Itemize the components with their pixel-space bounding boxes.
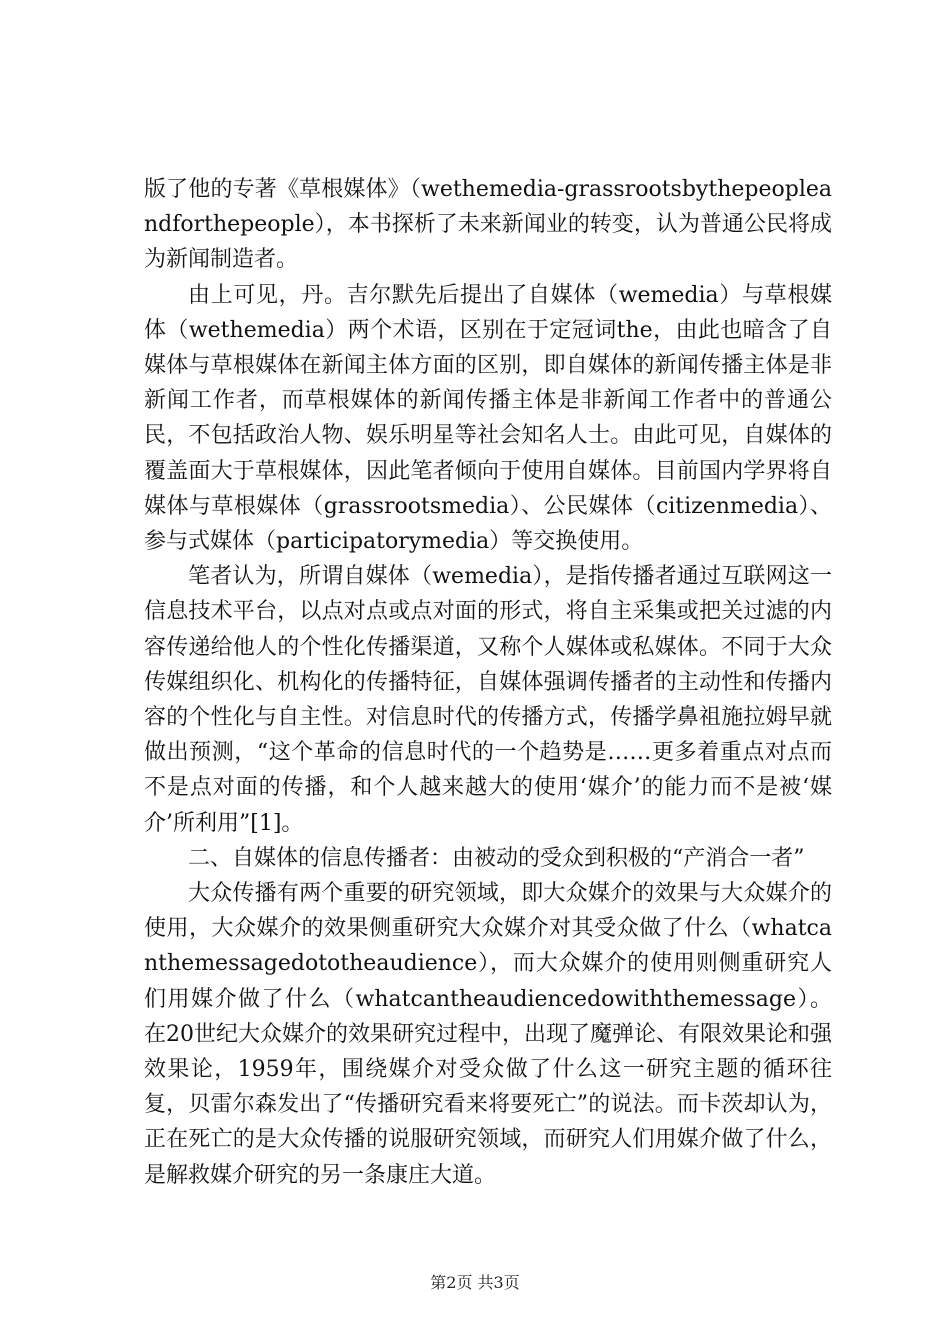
paragraph-continuation: 版了他的专著《草根媒体》（wethemedia-grassrootsbythepeopleandforthepeople），本书探析了未来新闻业的转变，认为普通公民将成为新闻制造者。 <box>144 177 832 273</box>
paragraph: 大众传播有两个重要的研究领域，即大众媒介的效果与大众媒介的使用，大众媒介的效果侧重研究大众媒介对其受众做了什么（whatcanthemessagedototheaudience），而大众媒介的使用则侧重研究人们用媒介做了什么（whatcantheaudiencedowiththemessage）。在20世纪大众媒介的效果研究过程中，出现了魔弹论、有限效果论和强效果论，1959年，围绕媒介对受众做了什么这一研究主题的循环往复，贝雷尔森发出了“传播研究看来将要死亡”的说法。而卡茨却认为，正在死亡的是大众传播的说服研究领域，而研究人们用媒介做了什么，是解救媒介研究的另一条康庄大道。 <box>144 881 832 1188</box>
page-footer: 第2页 共3页 <box>430 1273 520 1292</box>
section-heading: 二、自媒体的信息传播者：由被动的受众到积极的“产消合一者” <box>188 845 805 871</box>
body-text <box>144 172 832 1193</box>
paragraph: 由上可见，丹。吉尔默先后提出了自媒体（wemedia）与草根媒体（wethemedia）两个术语，区别在于定冠词the，由此也暗含了自媒体与草根媒体在新闻主体方面的区别，即自媒体的新闻传播主体是非新闻工作者，而草根媒体的新闻传播主体是非新闻工作者中的普通公民，不包括政治人物、娱乐明星等社会知名人士。由此可见，自媒体的覆盖面大于草根媒体，因此笔者倾向于使用自媒体。目前国内学界将自媒体与草根媒体（grassrootsmedia）、公民媒体（citizenmedia）、参与式媒体（participatorymedia）等交换使用。 <box>144 282 832 555</box>
paragraph: 笔者认为，所谓自媒体（wemedia），是指传播者通过互联网这一信息技术平台，以点对点或点对面的形式，将自主采集或把关过滤的内容传递给他人的个性化传播渠道，又称个人媒体或私媒体。不同于大众传媒组织化、机构化的传播特征，自媒体强调传播者的主动性和传播内容的个性化与自主性。对信息时代的传播方式，传播学鼻祖施拉姆早就做出预测，“这个革命的信息时代的一个趋势是……更多着重点对点而不是点对面的传播，和个人越来越大的使用‘媒介’的能力而不是被‘媒介’所利用”[1]。 <box>144 564 832 836</box>
